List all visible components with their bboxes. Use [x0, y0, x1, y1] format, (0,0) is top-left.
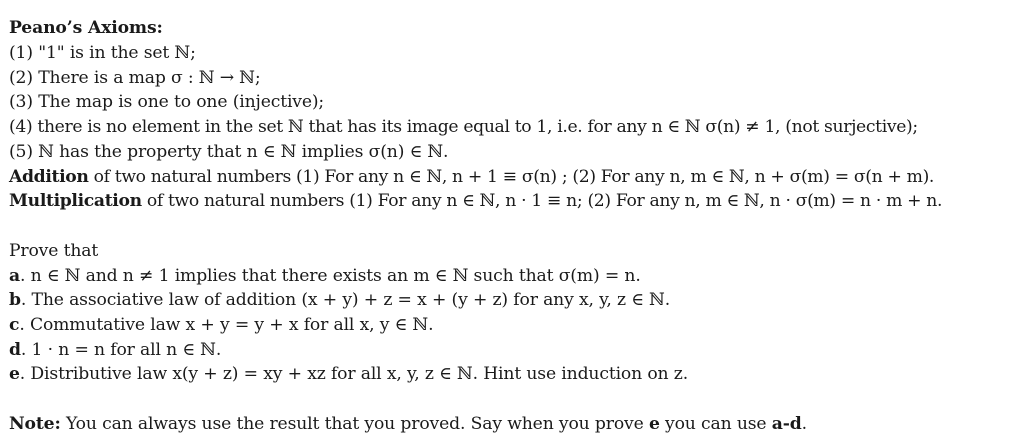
axiom-5: (5) ℕ has the property that n ∈ ℕ implies σ(n) ∈ ℕ. [9, 142, 449, 162]
part-b [9, 288, 670, 312]
part-d-label: d [9, 340, 21, 360]
part-c-label: c [9, 315, 20, 335]
axiom-2: (2) There is a map σ : ℕ → ℕ; [9, 68, 261, 88]
note-bold-a-d: a-d [771, 414, 802, 434]
note-text-2: you can use [659, 414, 772, 434]
part-a [9, 264, 641, 288]
note-end: . [801, 414, 807, 434]
note-label: Note: [9, 414, 61, 434]
note-bold-e: e [648, 414, 660, 434]
part-e-text: . Distributive law x(y + z) = xy + xz for all x, y, z ∈ ℕ. Hint use induction on z. [19, 364, 689, 384]
note [9, 412, 807, 436]
note-text: You can always use the result that you proved. Say when you prove [60, 414, 649, 434]
multiplication-text: of two natural numbers (1) For any n ∈ ℕ, n · 1 ≡ n; (2) For any n, m ∈ ℕ, n · σ(m) = n · m + n. [141, 191, 943, 211]
addition-definition [9, 165, 934, 189]
part-a-label: a [9, 266, 20, 286]
part-d-text: . 1 · n = n for all n ∈ ℕ. [20, 340, 222, 360]
part-d [9, 338, 221, 362]
part-e-label: e [9, 364, 20, 384]
addition-label: Addition [9, 167, 89, 187]
part-c-text: . Commutative law x + y = y + x for all x, y ∈ ℕ. [19, 315, 434, 335]
part-e [9, 362, 688, 386]
addition-text: of two natural numbers (1) For any n ∈ ℕ, n + 1 ≡ σ(n) ; (2) For any n, m ∈ ℕ, n + σ(m) = σ(n + m). [88, 167, 935, 187]
title: Peano’s Axioms: [9, 18, 163, 38]
multiplication-definition [9, 189, 942, 213]
prove-intro: Prove that [9, 241, 99, 261]
multiplication-label: Multiplication [9, 191, 142, 211]
axiom-4: (4) there is no element in the set ℕ that has its image equal to 1, i.e. for any n ∈ ℕ σ(n) ≠ 1, (not surjective); [9, 117, 918, 137]
part-b-text: . The associative law of addition (x + y) + z = x + (y + z) for any x, y, z ∈ ℕ. [20, 290, 671, 310]
part-b-label: b [9, 290, 21, 310]
part-a-text: . n ∈ ℕ and n ≠ 1 implies that there exists an m ∈ ℕ such that σ(m) = n. [20, 266, 641, 286]
axiom-1: (1) "1" is in the set ℕ; [9, 43, 196, 63]
part-c [9, 313, 433, 337]
axiom-3: (3) The map is one to one (injective); [9, 92, 325, 112]
